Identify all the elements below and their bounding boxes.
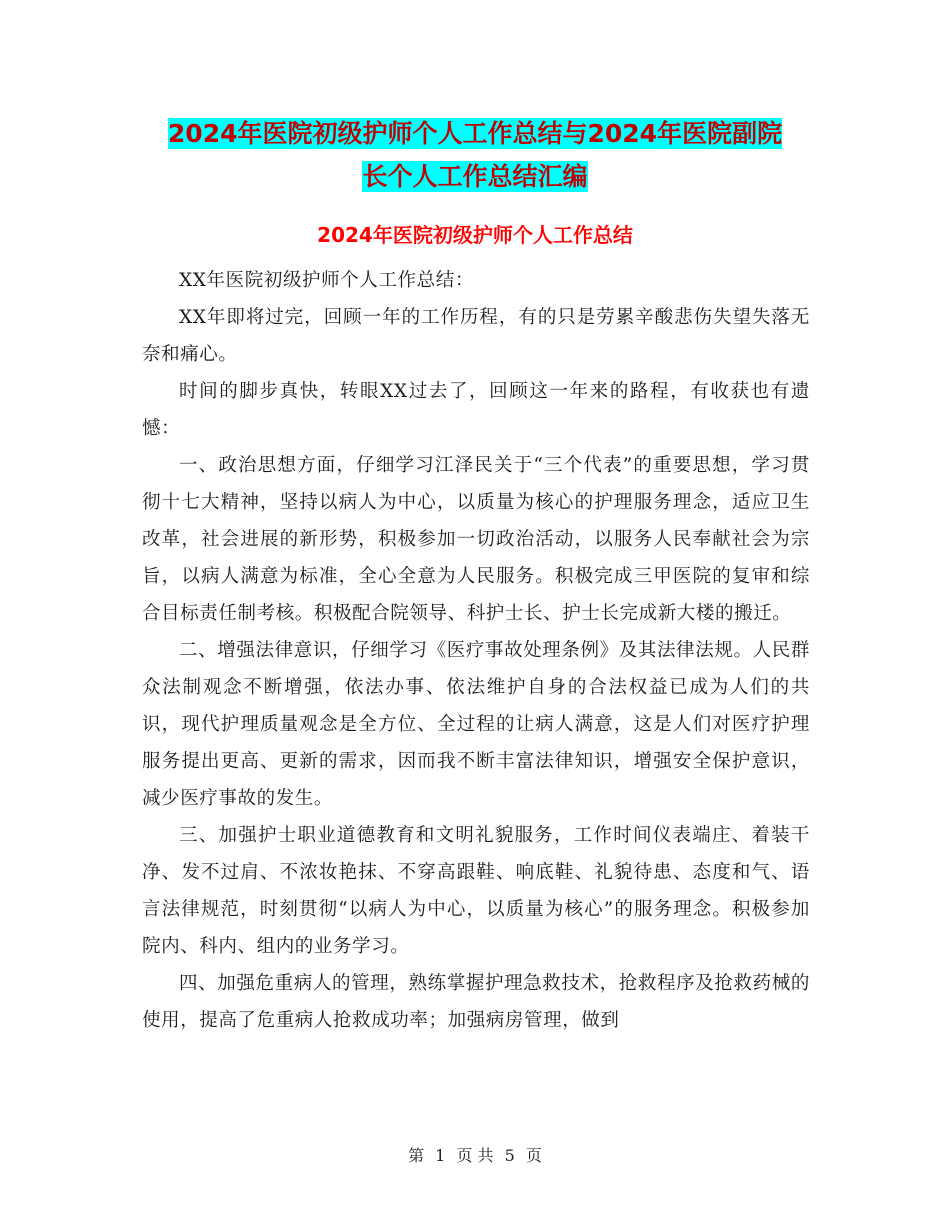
footer-page-prefix: 第 (408, 1146, 425, 1165)
title-line-2: 长个人工作总结汇编 (362, 162, 588, 191)
paragraph: 三、加强护士职业道德教育和文明礼貌服务，工作时间仪表端庄、着装干净、发不过肩、不浓妆艳抹、不穿高跟鞋、响底鞋、礼貌待患、态度和气、语言法律规范，时刻贯彻“以病人为中心，以质量为核心”的服务理念。积极参加院内、科内、组内的业务学习。 (142, 825, 810, 957)
page-footer (0, 1144, 950, 1168)
footer-page-mid: 页 共 (456, 1146, 494, 1165)
footer-page-number: 1 (435, 1146, 446, 1165)
paragraph: XX年医院初级护师个人工作总结： (179, 270, 474, 291)
document-title (140, 112, 810, 198)
paragraph: 一、政治思想方面，仔细学习江泽民关于“三个代表”的重要思想，学习贯彻十七大精神，坚持以病人为中心，以质量为核心的护理服务理念，适应卫生改革，社会进展的新形势，积极参加一切政治活动，以服务人民奉献社会为宗旨，以病人满意为标准，全心全意为人民服务。积极完成三甲医院的复审和综合目标责任制考核。积极配合院领导、科护士长、护士长完成新大楼的搬迁。 (142, 455, 810, 624)
title-line-1: 2024年医院初级护师个人工作总结与2024年医院副院 (167, 119, 783, 148)
footer-page-suffix: 页 (525, 1146, 542, 1165)
paragraph: 四、加强危重病人的管理，熟练掌握护理急救技术，抢救程序及抢救药械的使用，提高了危重病人抢救成功率；加强病房管理，做到 (142, 973, 810, 1031)
paragraph: 时间的脚步真快，转眼XX过去了，回顾这一年来的路程，有收获也有遗憾： (142, 381, 810, 439)
footer-page-total: 5 (504, 1146, 515, 1165)
section-title: 2024年医院初级护师个人工作总结 (317, 223, 633, 247)
document-body (142, 262, 810, 1039)
paragraph: XX年即将过完，回顾一年的工作历程，有的只是劳累辛酸悲伤失望失落无奈和痛心。 (142, 307, 810, 365)
paragraph: 二、增强法律意识，仔细学习《医疗事故处理条例》及其法律法规。人民群众法制观念不断增强，依法办事、依法维护自身的合法权益已成为人们的共识，现代护理质量观念是全方位、全过程的让病人满意，这是人们对医疗护理服务提出更高、更新的需求，因而我不断丰富法律知识，增强安全保护意识，减少医疗事故的发生。 (142, 640, 810, 809)
